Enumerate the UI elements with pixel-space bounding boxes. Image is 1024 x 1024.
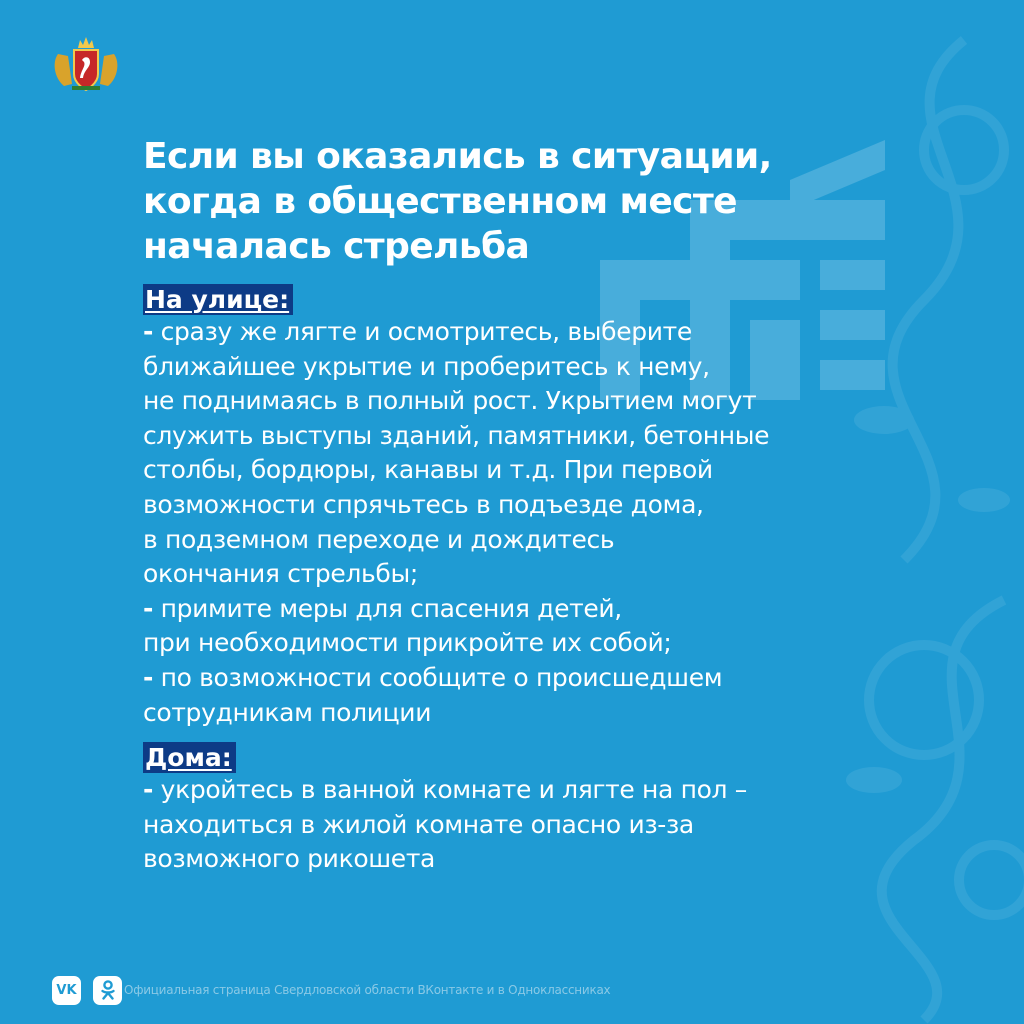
main-content: [143, 134, 903, 877]
home-section: [143, 730, 903, 877]
list-item-text: примите меры для спасения детей, при необходимости прикройте их собой;: [143, 593, 672, 658]
odnoklassniki-glyph-icon: [100, 980, 116, 1000]
footer-caption: Официальная страница Свердловской области ВКонтакте и в Одноклассниках: [124, 983, 611, 997]
coat-of-arms-icon: [50, 34, 122, 92]
list-item: [143, 661, 903, 730]
list-item: [143, 315, 903, 592]
section-heading-street: На улице:: [143, 284, 293, 315]
footer: [52, 976, 610, 1004]
odnoklassniki-icon[interactable]: [93, 976, 122, 1005]
list-item-text: по возможности сообщите о происшедшем сотрудникам полиции: [143, 662, 723, 727]
street-section: [143, 269, 903, 730]
page-title: Если вы оказались в ситуации, когда в общественном месте началась стрельба: [143, 136, 772, 267]
bullet-dash: -: [143, 775, 154, 805]
list-item: [143, 773, 903, 877]
bullet-dash: -: [143, 317, 154, 346]
list-item-text: сразу же лягте и осмотритесь, выберите ближайшее укрытие и проберитесь к нему, не поднимаясь в полный рост. Укрытием могут служить выступы зданий, памятники, бетонные столбы, бордюры, канавы и т.д. При первой возможности спрячьтесь в подъезде дома, в подземном переходе и дождитесь окончания стрельбы;: [143, 317, 770, 589]
bullet-dash: -: [143, 593, 154, 623]
list-item: [143, 592, 903, 661]
bullet-dash: -: [143, 662, 154, 692]
vk-label: VK: [56, 982, 77, 998]
list-item-text: укройтесь в ванной комнате и лягте на пол – находиться в жилой комнате опасно из-за возможного рикошета: [143, 775, 747, 874]
vk-icon[interactable]: [52, 976, 81, 1005]
section-heading-home: Дома:: [143, 742, 236, 773]
